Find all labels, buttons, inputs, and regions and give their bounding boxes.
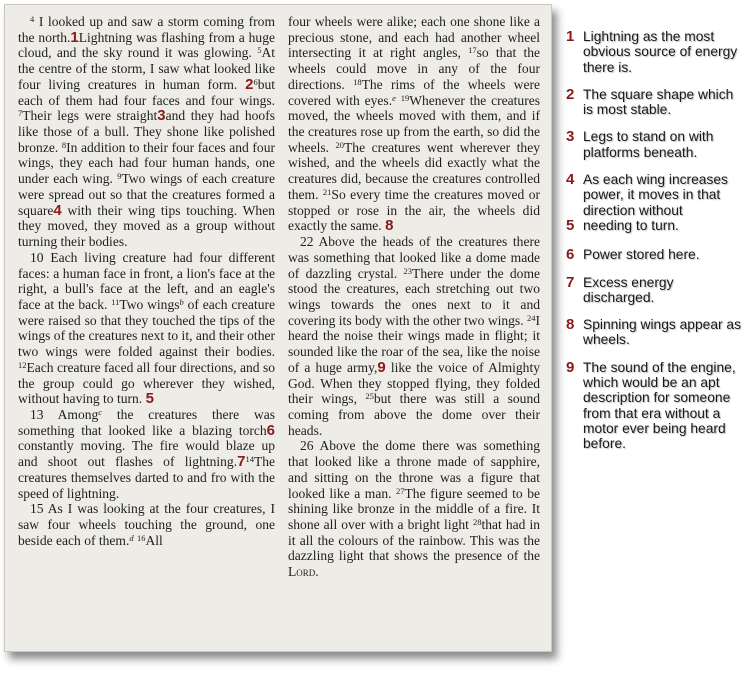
verse-text: Their legs were straight — [22, 108, 158, 124]
verse-text: There under the dome stood the creatures, each stretching out two wings towards the ones next to it and covering its body with the other two wings. — [288, 265, 540, 328]
verse-text: All — [145, 532, 163, 548]
note-number: 4 — [566, 171, 575, 189]
marker-3: 3 — [157, 107, 166, 125]
verse-number: 19 — [400, 92, 410, 103]
verse-text: and they had hoofs like those of a bull. They shone like polished bronze. — [18, 108, 275, 155]
verse-number: 8 — [61, 139, 67, 150]
verse-number: 18 — [353, 76, 362, 87]
verse-text: Two wings — [119, 296, 180, 312]
note-text: Spinning wings appear as wheels. — [583, 317, 742, 348]
verse-number: 6 — [253, 76, 258, 87]
verse-13-14 — [18, 407, 275, 501]
verse-text: but each of them had four faces and four wings. — [18, 76, 275, 108]
verse-15-16 — [18, 501, 275, 548]
scanned-bible-page — [4, 4, 552, 652]
marker-7: 7 — [237, 453, 246, 471]
verse-number: 10 — [30, 249, 44, 265]
verse-26-28 — [288, 438, 540, 579]
verse-number: 26 — [300, 438, 314, 454]
footnote-ref[interactable]: e — [392, 92, 396, 103]
note-text: The sound of the engine, which would be an apt description for someone from that era without a motor ever being heard before. — [583, 359, 736, 452]
note-3 — [566, 129, 743, 160]
verse-text: I looked up and saw a storm coming from the north. — [18, 14, 275, 45]
verse-text: so that the wheels could move in any of the four directions. — [288, 45, 540, 92]
verse-number: 24 — [526, 312, 536, 323]
note-number: 8 — [566, 316, 575, 334]
verse-number: 11 — [111, 296, 120, 307]
annotation-notes — [566, 29, 743, 464]
verse-text: of each creature were raised so that they touched the tips of the wings of the creatures next to it, and their other two wings were folded against their bodies. — [18, 296, 276, 360]
verse-text: At the centre of the storm, I saw what looked like four living creatures in human form. — [18, 45, 275, 92]
marker-5: 5 — [145, 390, 154, 408]
text-column-left — [18, 14, 275, 548]
marker-2: 2 — [245, 75, 254, 93]
note-text: Lightning as the most obvious source of energy there is. — [583, 29, 738, 75]
verse-16-21 — [288, 14, 540, 234]
verse-text: Lightning was flashing from a huge cloud, and the sky round it was glowing. — [18, 29, 275, 61]
verse-text: I heard the noise their wings made in flight; it sounded like the roar of the sea, like the noise of a huge army, — [288, 312, 540, 375]
note-text: Excess energy discharged. — [583, 274, 674, 305]
verse-number: 16 — [136, 532, 146, 543]
note-number: 9 — [566, 358, 575, 376]
verse-text: the creatures there was something that looked like a blazing torch — [18, 406, 275, 438]
verse-text: The creatures went wherever they wished, and the wheels did exactly what the creatures did, because the creatures controlled them. — [288, 139, 540, 202]
verse-text: like the voice of Almighty God. When they stopped flying, they folded their wings, — [288, 359, 540, 407]
verse-number: 23 — [403, 265, 413, 276]
note-number: 6 — [566, 246, 575, 264]
verse-number: 22 — [300, 234, 314, 250]
verse-text: Whenever the creatures moved, the wheels moved with them, and if the creatures rose up from the earth, so did the wheels. — [288, 92, 540, 155]
verse-number: 7 — [18, 108, 23, 119]
verse-text: Each living creature had four different faces: a human face in front, a lion's face at the right, a bull's face at the left, and an eagle's face at the back. — [18, 249, 276, 312]
verse-number: 12 — [18, 359, 27, 370]
note-2 — [566, 87, 743, 118]
verse-number: 4 — [30, 14, 35, 24]
note-number: 2 — [566, 85, 575, 103]
verse-number: 15 — [30, 501, 44, 517]
verse-text: with their wing tips touching. When they moved, they moved as a group without turning their bodies. — [18, 202, 275, 250]
note-text: needing to turn. — [583, 217, 679, 233]
verse-text: Each creature faced all four directions, and so the group could go wherever they wished, without having to turn. — [18, 359, 275, 407]
note-7 — [566, 275, 743, 306]
verse-4-7 — [18, 14, 275, 250]
note-text: As each wing increases power, it moves in that direction without — [583, 172, 728, 218]
note-4 — [566, 172, 743, 218]
marker-8: 8 — [385, 217, 394, 235]
note-number: 1 — [566, 28, 575, 45]
verse-number: 20 — [335, 139, 345, 150]
verse-22-25 — [288, 234, 540, 438]
verse-number: 5 — [257, 45, 262, 56]
verse-number: 17 — [468, 45, 477, 56]
note-8 — [566, 317, 743, 348]
verse-text: As I was looking at the four creatures, I saw four wheels touching the ground, one beside each of them. — [18, 501, 275, 548]
verse-text: So every time the creatures moved or stopped or rose in the air, the wheels did exactly the same. — [288, 186, 540, 234]
verse-number: 28 — [472, 517, 482, 527]
note-5 — [566, 218, 743, 233]
marker-6: 6 — [266, 421, 275, 439]
verse-text: Above the heads of the creatures there was something that looked like a dome made of dazzling crystal. — [288, 234, 540, 281]
note-6 — [566, 247, 743, 262]
note-number: 5 — [566, 216, 575, 234]
footnote-ref[interactable]: b — [179, 296, 184, 307]
note-text: Legs to stand on with platforms beneath. — [583, 129, 714, 160]
note-9 — [566, 360, 743, 452]
verse-10-12 — [18, 250, 275, 407]
verse-number: 27 — [396, 485, 405, 496]
verse-number: 13 — [30, 406, 44, 422]
footnote-ref[interactable]: c — [98, 406, 103, 417]
verse-number: 14 — [245, 454, 254, 465]
marker-4: 4 — [53, 201, 62, 219]
note-1 — [566, 29, 743, 75]
note-number: 3 — [566, 128, 575, 146]
text-column-right — [288, 14, 540, 580]
verse-number: 21 — [322, 186, 332, 197]
verse-text: but there was still a sound coming from above the dome over their heads. — [288, 391, 540, 438]
lord-small-caps: Lord — [288, 564, 316, 580]
verse-text: that had in it all the colours of the rainbow. This was the dazzling light that shows the presence of the — [288, 517, 541, 564]
verse-text: four wheels were alike; each one shone like a precious stone, and each had another wheel intersecting it at right angles, — [288, 14, 540, 61]
note-number: 7 — [566, 273, 575, 291]
verse-text: Two wings of each creature were spread out so that the creatures formed a square — [18, 171, 276, 218]
note-text: The square shape which is most stable. — [583, 86, 734, 118]
note-text: Power stored here. — [583, 247, 700, 263]
verse-text: constantly moving. The fire would blaze up and shoot out flashes of lightning. — [18, 438, 275, 470]
marker-9: 9 — [377, 358, 386, 376]
verse-number: 25 — [365, 391, 374, 402]
marker-1: 1 — [70, 28, 79, 46]
verse-text: Among — [57, 406, 99, 422]
verse-text: The creatures themselves darted to and fro with the speed of lightning. — [18, 454, 275, 501]
footnote-ref[interactable]: d — [129, 532, 134, 543]
verse-text: In addition to their four faces and four wings, they each had four human hands, one under each wing. — [18, 139, 275, 187]
verse-text: The rims of the wheels were covered with eyes. — [288, 76, 540, 108]
verse-text: Above the dome there was something that looked like a throne made of sapphire, and sitting on the throne was a figure that looked like a man. — [288, 438, 540, 501]
verse-text: The figure seemed to be shining like bronze in the middle of a fire. It shone all over with a bright light — [288, 485, 540, 532]
verse-text: . — [315, 564, 319, 580]
verse-number: 9 — [117, 171, 122, 182]
